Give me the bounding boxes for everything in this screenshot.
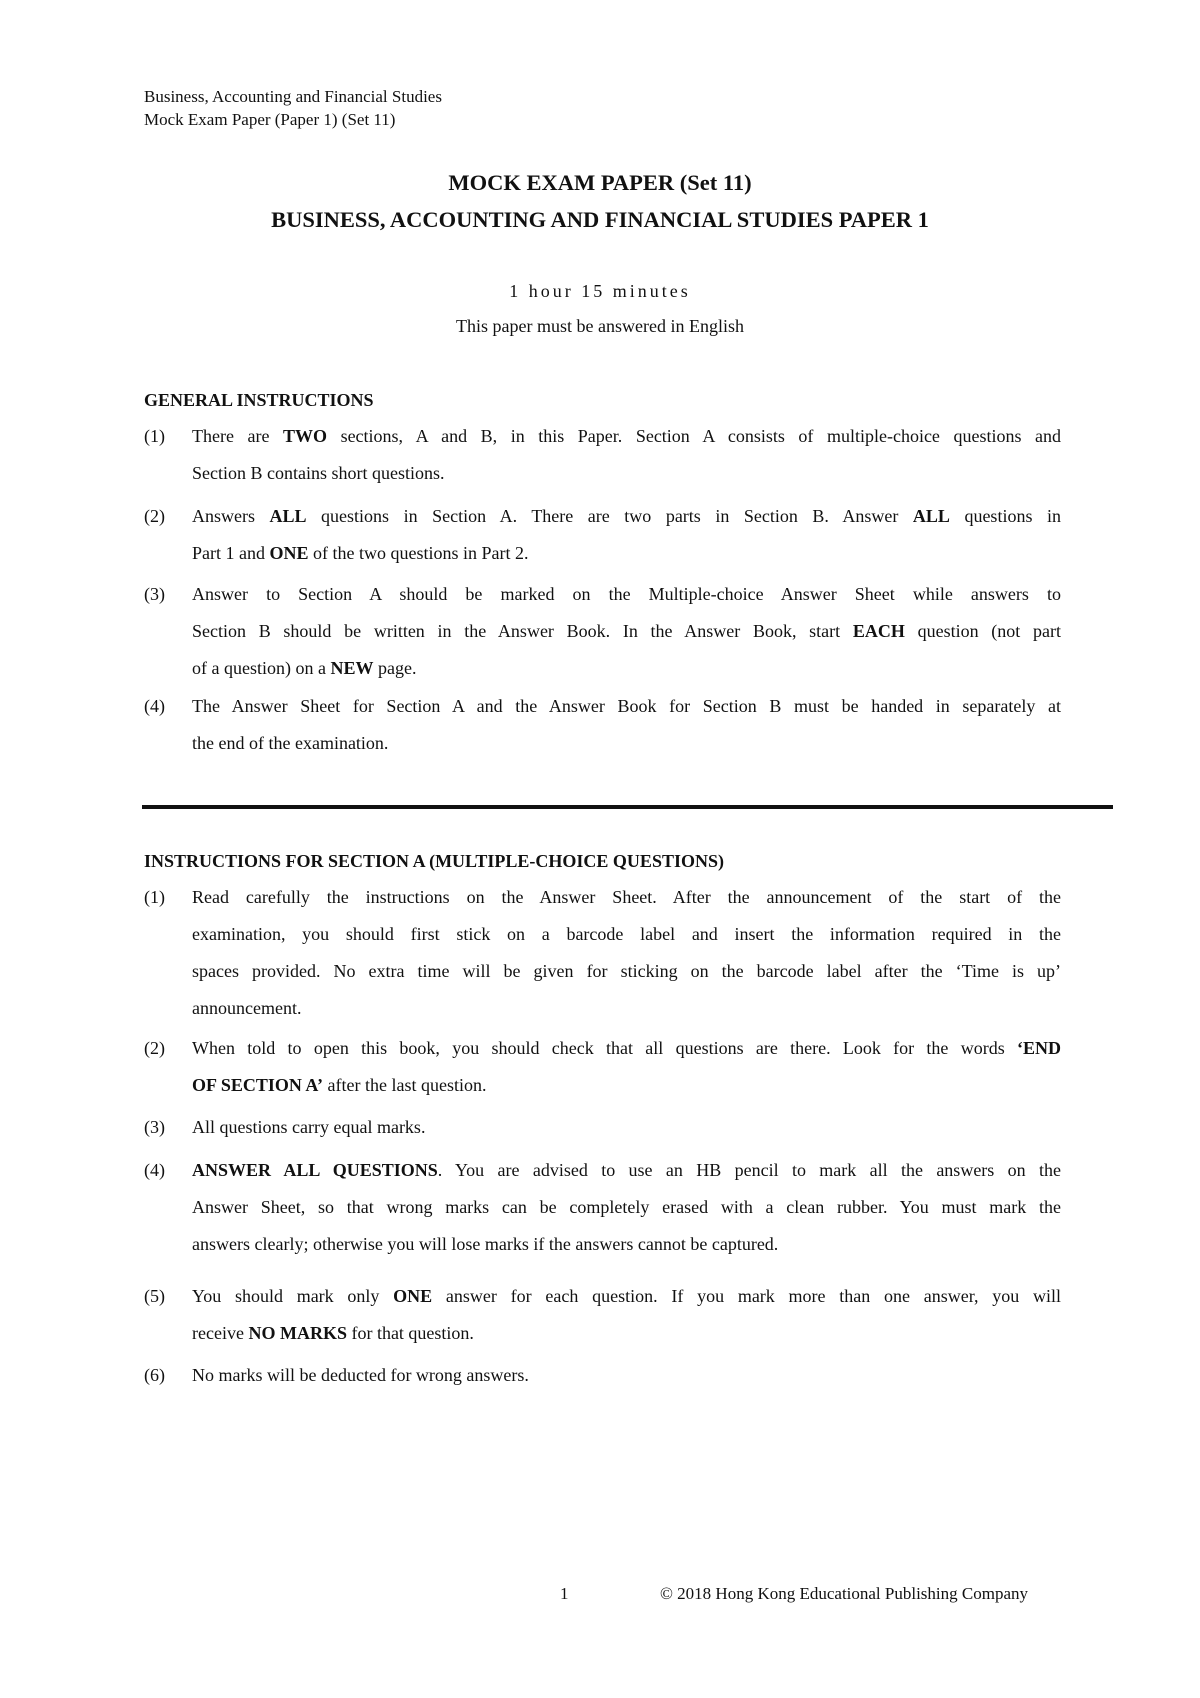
language-note: This paper must be answered in English	[456, 316, 744, 336]
running-header-paper: Mock Exam Paper (Paper 1) (Set 11)	[144, 110, 396, 129]
copyright-notice: © 2018 Hong Kong Educational Publishing Company	[660, 1584, 1029, 1603]
general-instruction-item-line: Answer to Section A should be marked on the Multiple-choice Answer Sheet while answers to	[192, 584, 1061, 604]
section-a-instruction-item-line: Answer Sheet, so that wrong marks can be completely erased with a clean rubber. You must mark the	[192, 1197, 1061, 1217]
page-number: 1	[560, 1584, 569, 1603]
running-header-subject: Business, Accounting and Financial Studies	[144, 87, 442, 106]
general-instruction-item-number: (2)	[144, 506, 165, 526]
section-divider	[142, 805, 1113, 809]
section-a-instruction-item-line: ANSWER ALL QUESTIONS. You are advised to use an HB pencil to mark all the answers on the	[192, 1160, 1061, 1180]
section-a-instruction-item-number: (2)	[144, 1038, 165, 1058]
section-a-instruction-item-line: receive NO MARKS for that question.	[192, 1323, 474, 1343]
section-a-instruction-item-line: When told to open this book, you should check that all questions are there. Look for the words ‘END	[192, 1038, 1061, 1058]
section-a-instruction-item-line: All questions carry equal marks.	[192, 1117, 426, 1137]
paper-subtitle: BUSINESS, ACCOUNTING AND FINANCIAL STUDIES PAPER 1	[271, 207, 929, 232]
section-a-instruction-item-number: (4)	[144, 1160, 165, 1180]
general-instruction-item-line: the end of the examination.	[192, 733, 389, 753]
section-a-instruction-item-line: announcement.	[192, 998, 302, 1018]
paper-title: MOCK EXAM PAPER (Set 11)	[448, 170, 752, 195]
general-instruction-item-line: There are TWO sections, A and B, in this Paper. Section A consists of multiple-choice questions and	[192, 426, 1061, 446]
section-a-instruction-item-line: You should mark only ONE answer for each question. If you mark more than one answer, you will	[192, 1286, 1061, 1306]
section-a-instruction-item-line: examination, you should first stick on a barcode label and insert the information required in the	[192, 924, 1061, 944]
general-instruction-item-line: The Answer Sheet for Section A and the Answer Book for Section B must be handed in separately at	[192, 696, 1061, 716]
section-a-instructions-heading: INSTRUCTIONS FOR SECTION A (MULTIPLE-CHOICE QUESTIONS)	[144, 851, 724, 871]
exam-duration: 1 hour 15 minutes	[509, 281, 691, 301]
general-instruction-item-line: of a question) on a NEW page.	[192, 658, 417, 678]
section-a-instruction-item-number: (3)	[144, 1117, 165, 1137]
general-instruction-item-number: (4)	[144, 696, 165, 716]
general-instruction-item-number: (1)	[144, 426, 165, 446]
general-instruction-item-line: Section B should be written in the Answer Book. In the Answer Book, start EACH question (not part	[192, 621, 1061, 641]
section-a-instruction-item-line: Read carefully the instructions on the Answer Sheet. After the announcement of the start of the	[192, 887, 1061, 907]
general-instruction-item-line: Section B contains short questions.	[192, 463, 445, 483]
section-a-instruction-item-line: answers clearly; otherwise you will lose marks if the answers cannot be captured.	[192, 1234, 779, 1254]
general-instruction-item-number: (3)	[144, 584, 165, 604]
section-a-instruction-item-number: (1)	[144, 887, 165, 907]
section-a-instruction-item-line: OF SECTION A’ after the last question.	[192, 1075, 487, 1095]
section-a-instruction-item-line: No marks will be deducted for wrong answers.	[192, 1365, 529, 1385]
section-a-instruction-item-line: spaces provided. No extra time will be given for sticking on the barcode label after the ‘Time is up’	[192, 961, 1061, 981]
general-instructions-heading: GENERAL INSTRUCTIONS	[144, 390, 374, 410]
general-instruction-item-line: Answers ALL questions in Section A. There are two parts in Section B. Answer ALL questions in	[192, 506, 1061, 526]
general-instruction-item-line: Part 1 and ONE of the two questions in Part 2.	[192, 543, 529, 563]
section-a-instruction-item-number: (6)	[144, 1365, 165, 1385]
section-a-instruction-item-number: (5)	[144, 1286, 165, 1306]
